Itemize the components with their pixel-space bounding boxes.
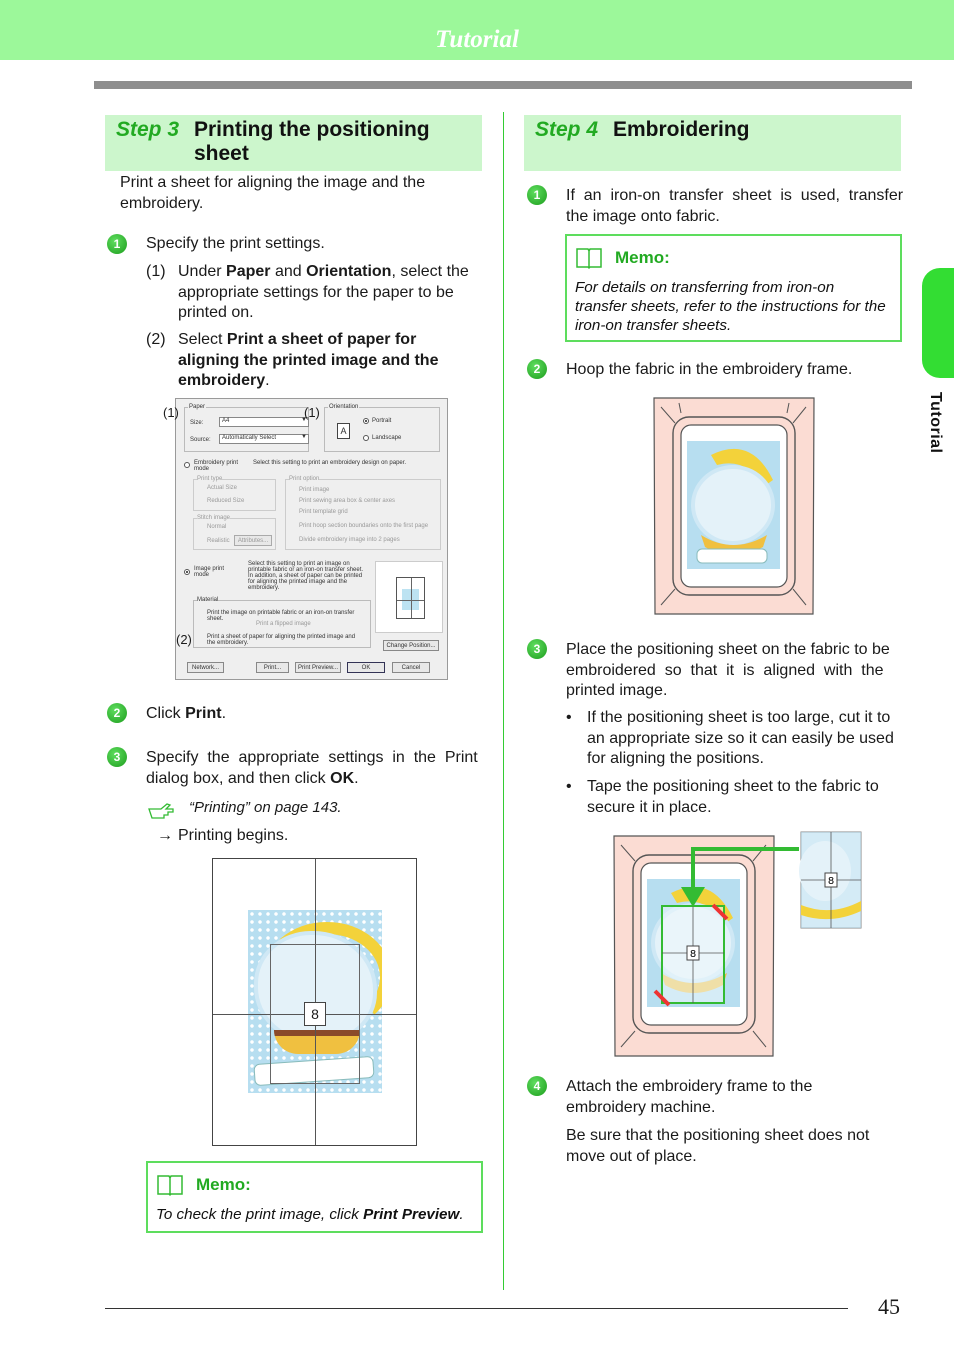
positioning-sheet-illustration [611,831,863,1059]
callout-1a: (1) [163,405,179,420]
stitch-image-label: Stitch image [197,515,231,521]
actual-size-option[interactable]: Actual Size [207,485,238,491]
step3-intro-line2: embroidery. [120,194,204,212]
img-print-mode-radio[interactable] [184,569,190,575]
item3-line1: Specify the appropriate settings in the Print [146,749,478,766]
paper-group-label: Paper [189,404,206,410]
step3-number: Step 3 [116,118,180,141]
book-icon [575,246,603,270]
bullet-1-line2: an appropriate size so it can easily be used [587,729,894,747]
memo-body-pre: To check the print image, click [156,1206,364,1223]
size-label: Size: [190,420,204,426]
print-option-1[interactable]: Print image [299,487,330,493]
print-option-2[interactable]: Print sewing area box & center axes [299,498,396,504]
chevron-down-icon: ▼ [301,417,307,423]
print-preview-button[interactable]: Print Preview... [295,662,341,673]
step4-item3-number: 3 [527,639,547,659]
sub2-bold-line1: Print a sheet of paper for [226,331,417,348]
emb-print-mode-radio[interactable] [184,462,190,468]
page-reference[interactable]: “Printing” on page 143. [189,799,342,816]
orientation-group-label: Orientation [329,404,359,410]
bullet-1-line3: for aligning the positions. [587,750,764,767]
memo-line1: For details on transferring from iron-on [575,279,835,296]
bullet-1-line1: If the positioning sheet is too large, cut it to [587,709,891,726]
step4-item4-line1: Attach the embroidery frame to the [566,1078,813,1095]
step3-title-line2: sheet [194,142,249,165]
portrait-radio[interactable] [363,418,369,424]
portrait-label: Portrait [372,418,392,424]
print-option-label: Print option [289,476,320,482]
memo-line2: transfer sheets, refer to the instructions for the [575,298,886,315]
emb-print-mode-label: Embroidery print mode [194,460,239,472]
item3-line2-post: . [354,769,359,787]
bullet-2-line2: secure it in place. [587,798,712,816]
step4-item3-line2: embroidered so that it is aligned with the [566,661,884,679]
step4-item4-note-line1: Be sure that the positioning sheet does not [566,1127,870,1144]
landscape-label: Landscape [372,435,402,441]
step4-item1-line2: the image onto fabric. [566,207,720,225]
memo-body-post: . [459,1206,464,1223]
reduced-size-option[interactable]: Reduced Size [207,498,245,504]
bullet-2-marker: • [566,778,572,795]
step4-item2-text: Hoop the fabric in the embroidery frame. [566,361,853,378]
bottom-rule [105,1308,848,1309]
svg-text:8: 8 [689,949,697,960]
paper-group [184,407,309,452]
material-option-2[interactable]: Print a sheet of paper for aligning the printed image and the embroidery. [207,634,356,646]
material-option-1-sub[interactable]: Print a flipped image [256,621,311,627]
sub1-bold-orientation: Orientation [306,263,392,280]
memo-body [575,278,886,335]
img-print-mode-label: Image print mode [194,566,225,578]
step4-number: Step 4 [535,118,599,141]
result-text: Printing begins. [178,827,289,844]
print-option-3[interactable]: Print template grid [299,509,348,515]
sub1-pre: Under [178,263,227,280]
position-preview [375,561,443,633]
side-tab[interactable] [922,268,954,378]
memo-line3: iron-on transfer sheets. [575,317,732,334]
hooped-fabric-illustration [651,395,817,617]
item2-bold: Print [185,705,222,722]
item3-line2-pre: dialog box, and then click [146,769,331,787]
bullet-1-marker: • [566,709,572,726]
sub1-post: , select the [391,263,469,280]
bullet-1 [587,708,903,770]
top-rule [94,81,912,89]
step3-item1-sub1-number: (1) [146,263,166,280]
step4-item3-text [566,640,902,702]
step4-item4-note-line2: move out of place. [566,1147,697,1165]
step3-intro-line1: Print a sheet for aligning the image and the [120,174,426,191]
print-settings-dialog [175,398,448,680]
step4-item3-line1: Place the positioning sheet on the fabric to be [566,641,890,658]
ok-button[interactable]: OK [347,662,385,673]
tutorial-banner [0,0,954,60]
source-select[interactable] [219,434,309,444]
source-label: Source: [190,437,211,443]
realistic-option[interactable]: Realistic [207,538,230,544]
step3-item1-number: 1 [107,234,127,254]
step3-item1-text: Specify the print settings. [146,235,325,252]
cancel-button[interactable]: Cancel [392,662,430,673]
orientation-page-icon: A [337,423,350,439]
step3-item2-text [146,704,226,725]
column-divider [503,112,504,1290]
callout-1b: (1) [304,405,320,420]
normal-option[interactable]: Normal [207,524,227,530]
step4-memo [565,234,902,342]
print-type-group [193,479,276,511]
emb-print-mode-desc: Select this setting to print an embroidery design on paper. [253,460,407,466]
step3-item2-number: 2 [107,703,127,723]
side-tab-label: Tutorial [927,392,944,454]
step3-item1-sub2-number: (2) [146,331,166,348]
sub2-bold-line3: embroidery [178,372,266,389]
step3-item1-sub1 [178,262,483,324]
step4-item2-number: 2 [527,359,547,379]
print-option-5[interactable]: Divide embroidery image into 2 pages [299,537,400,543]
pointing-hand-icon [147,800,175,820]
img-print-mode-desc: Select this setting to print an image on printable fabric or an iron-on transfer sheet. In addition, a sheet of paper can be printed for aligning the printed image and the embroidery. [248,561,364,591]
sub1-mid: and [270,263,307,280]
step4-item4-text [566,1077,902,1118]
sub2-post: . [265,372,270,389]
step4-item4-number: 4 [527,1076,547,1096]
step3-header [105,115,482,171]
center-marker-icon: 8 [304,1002,326,1026]
material-option-1[interactable]: Print the image on printable fabric or an iron-on transfer sheet. [207,610,355,622]
step4-item4-note [566,1126,902,1167]
callout-2: (2) [176,632,192,647]
print-option-4[interactable]: Print hoop section boundaries onto the first page [299,523,429,529]
step4-title: Embroidering [613,118,750,141]
item2-pre: Click [146,705,186,722]
change-position-button[interactable]: Change Position... [383,640,439,651]
sub1-line3: printed on. [178,304,254,321]
step4-item4-line2: embroidery machine. [566,1098,716,1116]
bullet-2-line1: Tape the positioning sheet to the fabric to [587,778,879,795]
network-button[interactable]: Network... [187,662,224,673]
item2-post: . [221,705,227,722]
sub2-pre: Select [178,331,227,348]
step3-item3-text [146,748,482,789]
material-label: Material [197,597,219,603]
print-button[interactable]: Print... [256,662,289,673]
step4-item1-line1: If an iron-on transfer sheet is used, transfer [566,187,904,204]
step3-memo [146,1161,483,1233]
sub1-line2: appropriate settings for the paper to be [178,283,454,301]
result-arrow: → [157,827,173,844]
step4-item3-line3: printed image. [566,682,668,699]
step4-header [524,115,901,171]
source-select-value: Automatically Select [222,435,277,441]
print-preview-sheet [212,858,417,1146]
step3-title [194,118,430,166]
print-type-label: Print type [197,476,223,482]
memo-label: Memo: [196,1175,251,1194]
svg-text:8: 8 [827,876,835,887]
step4-item1-text [566,186,902,227]
bullet-2 [587,777,903,818]
page-number: 45 [878,1294,900,1319]
step3-item1-sub2 [178,330,483,392]
preview-page [396,577,425,619]
memo-body [156,1205,464,1224]
banner-title: Tutorial [435,26,519,53]
chevron-down-icon: ▼ [301,434,307,440]
step3-intro [120,173,480,214]
step4-item1-number: 1 [527,185,547,205]
step3-item3-number: 3 [107,747,127,767]
size-select[interactable] [219,417,309,427]
book-icon [156,1173,184,1197]
sub2-bold-line2: aligning the printed image and the [178,351,439,369]
attributes-button[interactable]: Attributes... [234,535,272,546]
item3-line2-bold: OK [330,769,355,787]
step3-title-line1: Printing the positioning [194,118,430,141]
size-select-value: A4 [222,418,230,424]
memo-label: Memo: [615,248,670,267]
landscape-radio[interactable] [363,435,369,441]
sub1-bold-paper: Paper [226,263,271,280]
memo-body-bold: Print Preview [363,1206,460,1223]
